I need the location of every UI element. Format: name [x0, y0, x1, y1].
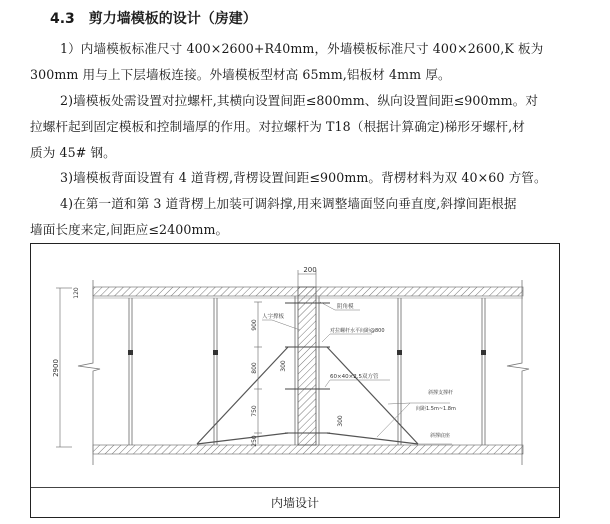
dim-300-left: 300 [280, 360, 287, 372]
paragraph-line: 质为 45# 钢。 [30, 145, 116, 160]
paragraph-line: 拉螺杆起到固定模板和控制墙厚的作用。对拉螺杆为 T18（根据计算确定)梯形牙螺杆,材 [30, 119, 525, 134]
label-corner-mold: 阴角模 [337, 304, 354, 310]
paragraph-line: 2)墙模板处需设置对拉螺杆,其横向设置间距≤800mm、纵向设置间距≤900mm。对 [60, 93, 539, 108]
paragraph-line: 300mm 用与上下层墙板连接。外墙模板型材高 65mm,铝板材 4mm 厚。 [30, 67, 451, 82]
dim-300-right: 300 [337, 415, 344, 427]
dim-800: 800 [251, 362, 258, 374]
section-heading: 4.3 剪力墙模板的设计（房建） [50, 11, 257, 27]
paragraph-line: 3)墙模板背面设置有 4 道背楞,背楞设置间距≤900mm。背楞材料为双 40×60 方管。 [60, 170, 547, 185]
label-brace-spacing: 间距1.5m~1.8m [416, 406, 456, 412]
dim-900: 900 [251, 319, 258, 331]
dim-slab: 120 [73, 287, 80, 299]
label-tie-bolt: 对拉螺杆水平间距@800 [330, 328, 385, 334]
break-line-right [507, 280, 529, 465]
label-walers: 60×40×2.5双方管 [330, 374, 379, 380]
bottom-slab [93, 445, 523, 454]
paragraph-line: 墙面长度来定,间距应≤2400mm。 [30, 222, 229, 237]
dim-750: 750 [251, 405, 258, 417]
label-brace: 斜撑支撑杆 [428, 390, 454, 396]
break-line-left [78, 280, 100, 465]
label-herringbone: 人字撑板 [262, 314, 285, 320]
figure-caption: 内墙设计 [270, 496, 319, 510]
paragraph-line: 1）内墙模板标准尺寸 400×2600+R40mm，外墙模板标准尺寸 400×2600,K 板为 [60, 41, 544, 56]
shear-wall [298, 287, 316, 445]
dim-wall-thickness: 200 [303, 266, 317, 274]
paragraph-line: 4)在第一道和第 3 道背楞上加装可调斜撑,用来调整墙面竖向垂直度,斜撑间距根据 [60, 196, 517, 211]
label-brace-base: 斜撑底座 [430, 433, 451, 439]
dim-height: 2900 [52, 359, 60, 377]
dim-250: 250 [251, 435, 258, 447]
